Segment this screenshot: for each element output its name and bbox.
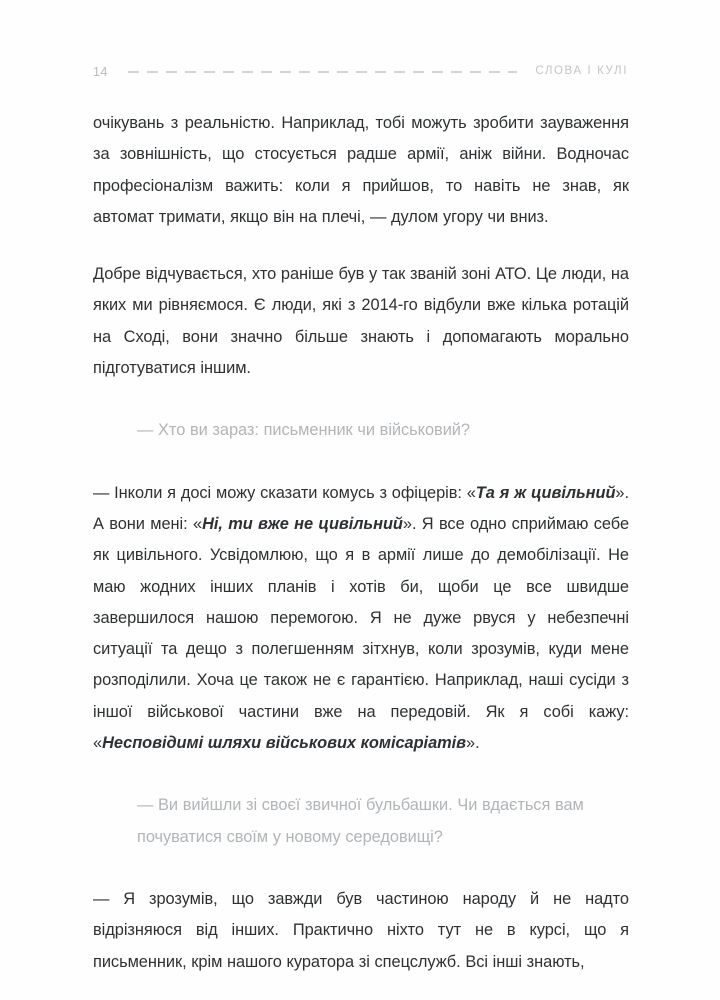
- interview-answer-2: — Я зрозумів, що завжди був частиною народу й не надто відрізняюся від інших. Практично ніхто тут не в курсі, що я письменник, крім нашого куратора зі спецслужб. Всі інші знають,: [93, 889, 629, 971]
- answer-1-text-part-3: ». Я все одно сприймаю себе як цивільного. Усвідомлюю, що я в армії лише до демобілізації. Не маю жодних інших планів і хотів би, щоби це все швидше завершилося нашою перемогою. Я не дуже рвуся у небезпечні ситуації та дещо з полегшенням зітхнув, коли зрозумів, куди мене розподілили. Хоча це також не є гарантією. Наприклад, наші сусіди з іншої військової частини вже на передовій. Як я собі кажу: «: [93, 514, 630, 753]
- answer-1-quote-1: Та я ж цивільний: [475, 483, 616, 502]
- dashed-rule-divider: [128, 71, 517, 73]
- answer-1-quote-2: Ні, ти вже не цивільний: [202, 514, 403, 533]
- answer-1-text-part-1: — Інколи я досі можу сказати комусь з офіцерів: «: [93, 483, 476, 502]
- running-head: [93, 61, 628, 83]
- paragraph-ato: Добре відчувається, хто раніше був у так званій зоні АТО. Це люди, на яких ми рівняємося. Є люди, які з 2014-го відбули вже кілька ротацій на Сході, вони значно більше знають і допомагають морально підготуватися іншим.: [93, 265, 629, 378]
- interview-answer-1: [93, 478, 629, 760]
- answer-1-text-part-2: ». А вони мені: «: [93, 483, 629, 533]
- paragraph-continuation: очікувань з реальністю. Наприклад, тобі можуть зробити зауваження за зовнішність, що стосується радше армії, аніж війни. Водночас професіоналізм важить: коли я прийшов, то навіть не знав, як автомат тримати, якщо він на плечі, — дулом угору чи вниз.: [93, 114, 629, 226]
- interview-question-1: — Хто ви зараз: письменник чи військовий?: [137, 421, 470, 440]
- answer-1-quote-3: Несповідимі шляхи військових комісаріатів: [102, 734, 467, 753]
- page-number: 14: [93, 64, 109, 79]
- interview-question-2: — Ви вийшли зі своєї звичної бульбашки. Чи вдається вам почуватися своїм у новому середовищі?: [137, 796, 584, 846]
- text-column: [93, 108, 629, 978]
- answer-1-text-part-4: ».: [466, 734, 480, 753]
- running-head-title: СЛОВА І КУЛІ: [535, 65, 628, 78]
